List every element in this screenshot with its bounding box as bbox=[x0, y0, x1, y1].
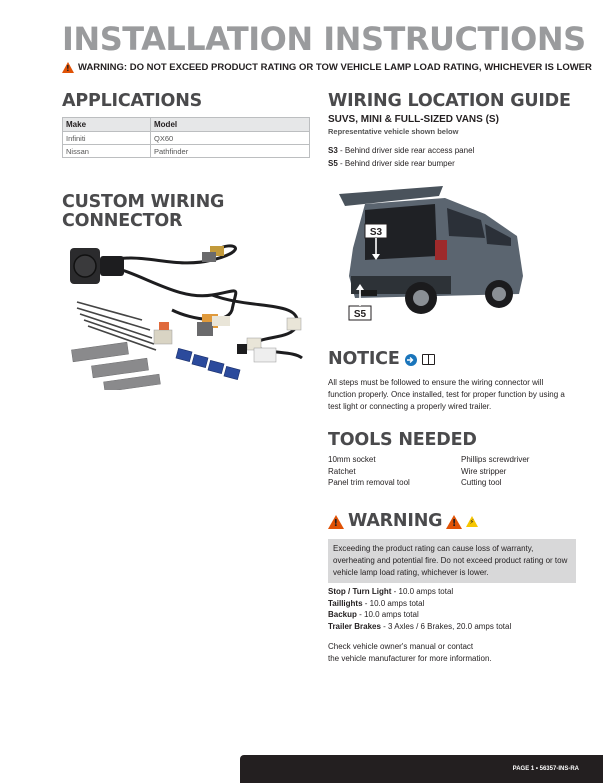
warning-triangle-icon bbox=[446, 515, 462, 529]
location-text: - Behind driver side rear bumper bbox=[337, 159, 455, 168]
check-manual-text bbox=[328, 641, 573, 664]
list-item: Phillips screwdriver bbox=[461, 455, 530, 464]
list-item: Cutting tool bbox=[461, 478, 502, 487]
tools-list bbox=[328, 455, 578, 487]
column-header-model: Model bbox=[151, 118, 310, 132]
wiring-location-heading: WIRING LOCATION GUIDE bbox=[328, 91, 571, 111]
warning-triangle-icon bbox=[328, 515, 344, 529]
applications-heading: APPLICATIONS bbox=[62, 91, 203, 111]
wiring-kit-image bbox=[62, 240, 312, 390]
table-cell-make: Infiniti bbox=[63, 132, 151, 145]
location-code: S3 bbox=[328, 146, 338, 155]
tools-heading: TOOLS NEEDED bbox=[328, 430, 477, 450]
callout-s5: S5 bbox=[353, 309, 367, 320]
rating-value: - 10.0 amps total bbox=[362, 598, 425, 608]
location-text: - Behind driver side rear access panel bbox=[337, 146, 475, 155]
list-item bbox=[328, 144, 474, 157]
notice-text: All steps must be followed to ensure the wiring connector will function properly. Once installed, test for proper function by using a test light or connecting a properly wired trailer. bbox=[328, 378, 565, 411]
rating-label: Trailer Brakes bbox=[328, 621, 381, 631]
electrical-hazard-icon bbox=[466, 516, 478, 527]
page-footer bbox=[240, 755, 603, 783]
connector-heading-line1: CUSTOM WIRING bbox=[62, 192, 225, 212]
rating-value: - 3 Axles / 6 Brakes, 20.0 amps total bbox=[380, 621, 512, 631]
footer-text: PAGE 1 • 56357-INS-RA bbox=[512, 766, 579, 772]
vehicle-image bbox=[335, 186, 535, 326]
location-code: S5 bbox=[328, 159, 338, 168]
page-title: INSTALLATION INSTRUCTIONS bbox=[62, 20, 586, 58]
wiring-location-list bbox=[328, 144, 474, 170]
list-item: Panel trim removal tool bbox=[328, 478, 410, 487]
ratings-list bbox=[328, 586, 511, 632]
check-line-2: the vehicle manufacturer for more information. bbox=[328, 653, 492, 663]
wiring-location-note: Representative vehicle shown below bbox=[328, 127, 459, 136]
warning-triangle-icon bbox=[62, 62, 74, 73]
list-item bbox=[328, 598, 511, 610]
rating-value: - 10.0 amps total bbox=[391, 587, 454, 596]
notice-circle-icon bbox=[405, 354, 417, 366]
applications-table bbox=[62, 117, 310, 158]
list-item bbox=[328, 609, 511, 621]
table-row bbox=[63, 132, 310, 145]
warning-heading: WARNING bbox=[348, 511, 443, 531]
rating-label: Stop / Turn Light bbox=[328, 587, 392, 596]
list-item: 10mm socket bbox=[328, 455, 376, 464]
list-item bbox=[328, 586, 511, 598]
list-item bbox=[328, 157, 474, 170]
table-header-row bbox=[63, 118, 310, 132]
book-icon bbox=[422, 354, 435, 365]
wiring-location-subheading: SUVS, MINI & FULL-SIZED VANS (S) bbox=[328, 114, 499, 125]
notice-heading-row bbox=[328, 350, 435, 369]
rating-label: Backup bbox=[328, 610, 357, 619]
check-line-1: Check vehicle owner's manual or contact bbox=[328, 642, 474, 651]
rating-value: - 10.0 amps total bbox=[356, 610, 419, 619]
list-item: Ratchet bbox=[328, 466, 356, 476]
notice-heading: NOTICE bbox=[328, 349, 400, 369]
warning-heading-row bbox=[328, 512, 478, 531]
table-row bbox=[63, 145, 310, 158]
table-cell-model: QX60 bbox=[151, 132, 310, 145]
top-warning-text: WARNING: DO NOT EXCEED PRODUCT RATING OR TOW VEHICLE LAMP LOAD RATING, WHICHEVER IS LOWER bbox=[78, 62, 592, 73]
table-cell-model: Pathfinder bbox=[151, 145, 310, 158]
callout-s3: S3 bbox=[369, 227, 383, 238]
connector-heading-line2: CONNECTOR bbox=[62, 211, 183, 231]
rating-label: Taillights bbox=[328, 598, 363, 608]
warning-box: Exceeding the product rating can cause loss of warranty, overheating and potential fire. Do not exceed product rating or tow vehicle lamp load rating, whichever is lower. bbox=[328, 539, 576, 583]
list-item bbox=[328, 621, 511, 633]
list-item: Wire stripper bbox=[461, 466, 507, 476]
top-warning bbox=[62, 62, 592, 73]
table-cell-make: Nissan bbox=[63, 145, 151, 158]
column-header-make: Make bbox=[63, 118, 151, 132]
